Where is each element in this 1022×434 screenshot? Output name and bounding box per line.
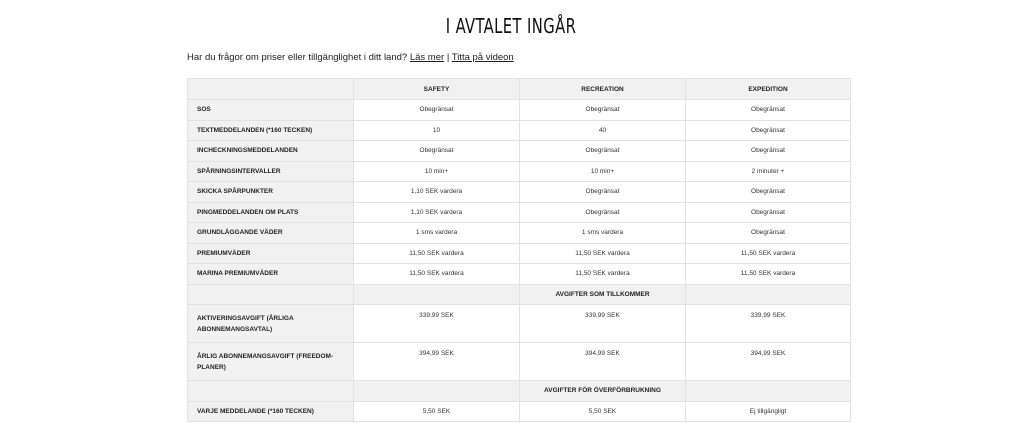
- table-row: [188, 161, 851, 182]
- read-more-link[interactable]: Läs mer: [409, 52, 445, 63]
- row-value: 11,50 SEK vardera: [520, 264, 686, 285]
- section-title: AVGIFTER FÖR ÖVERFÖRBRUKNING: [520, 381, 686, 402]
- section-overuse-row: [188, 381, 851, 402]
- row-value: 339,99 SEK: [520, 305, 686, 343]
- section-empty: [188, 284, 354, 305]
- section-empty: [354, 284, 520, 305]
- row-value: 40: [520, 120, 686, 141]
- row-value: 11,50 SEK vardera: [354, 243, 520, 264]
- row-value: Obegränsat: [686, 141, 851, 162]
- watch-video-link[interactable]: Titta på videon: [451, 52, 514, 63]
- row-label: PREMIUMVÄDER: [188, 243, 354, 264]
- row-value: 10 min+: [520, 161, 686, 182]
- row-label: SOS: [188, 100, 354, 121]
- row-label: VARJE MEDDELANDE (*160 TECKEN): [188, 401, 354, 422]
- row-value: 394,99 SEK: [686, 343, 851, 381]
- row-value: 5,50 SEK: [354, 401, 520, 422]
- section-title: AVGIFTER SOM TILLKOMMER: [520, 284, 686, 305]
- row-value: Obegränsat: [520, 202, 686, 223]
- row-value: Obegränsat: [686, 182, 851, 203]
- row-value: 11,50 SEK vardera: [520, 243, 686, 264]
- row-value: Obegränsat: [686, 223, 851, 244]
- table-row: [188, 264, 851, 285]
- row-label: INCHECKNINGSMEDDELANDEN: [188, 141, 354, 162]
- section-empty: [686, 284, 851, 305]
- row-value: Ej tillgängligt: [686, 401, 851, 422]
- row-label: SPÅRNINGSINTERVALLER: [188, 161, 354, 182]
- table-header-row: [188, 79, 851, 100]
- table-row: [188, 202, 851, 223]
- row-value: Obegränsat: [520, 182, 686, 203]
- row-value: Obegränsat: [686, 120, 851, 141]
- intro-text: Har du frågor om priser eller tillgänglighet i ditt land?: [187, 52, 408, 63]
- row-label: MARINA PREMIUMVÄDER: [188, 264, 354, 285]
- row-label: SKICKA SPÅRPUNKTER: [188, 182, 354, 203]
- table-row: [188, 182, 851, 203]
- table-row: [188, 141, 851, 162]
- row-value: 339,99 SEK: [354, 305, 520, 343]
- table-row: [188, 401, 851, 422]
- row-value: 11,50 SEK vardera: [686, 243, 851, 264]
- row-value: 1,10 SEK vardera: [354, 182, 520, 203]
- row-value: 10 min+: [354, 161, 520, 182]
- row-label: GRUNDLÄGGANDE VÄDER: [188, 223, 354, 244]
- section-empty: [686, 381, 851, 402]
- row-value: 11,50 SEK vardera: [354, 264, 520, 285]
- table-row: [188, 243, 851, 264]
- row-value: Obegränsat: [354, 100, 520, 121]
- section-empty: [188, 381, 354, 402]
- row-value: 394,99 SEK: [354, 343, 520, 381]
- table-row: [188, 120, 851, 141]
- row-value: 1 sms vardera: [354, 223, 520, 244]
- header-empty: [188, 79, 354, 100]
- table-row: [188, 223, 851, 244]
- link-separator: |: [446, 52, 450, 63]
- row-value: Obegränsat: [686, 100, 851, 121]
- header-expedition: EXPEDITION: [686, 79, 851, 100]
- row-value: 339,99 SEK: [686, 305, 851, 343]
- row-value: 2 minuter +: [686, 161, 851, 182]
- intro-paragraph: [187, 52, 514, 63]
- row-value: 5,50 SEK: [520, 401, 686, 422]
- row-label: PINGMEDDELANDEN OM PLATS: [188, 202, 354, 223]
- row-value: 10: [354, 120, 520, 141]
- table-row: [188, 343, 851, 381]
- table-row: [188, 100, 851, 121]
- row-value: Obegränsat: [520, 141, 686, 162]
- row-label: ÅRLIG ABONNEMANGSAVGIFT (FREEDOM-PLANER): [188, 343, 354, 381]
- page-title: I AVTALET INGÅR: [445, 14, 577, 38]
- row-value: 1,10 SEK vardera: [354, 202, 520, 223]
- row-value: Obegränsat: [354, 141, 520, 162]
- section-fees-row: [188, 284, 851, 305]
- row-label: AKTIVERINGSAVGIFT (ÅRLIGA ABONNEMANGSAVTAL): [188, 305, 354, 343]
- row-value: Obegränsat: [686, 202, 851, 223]
- header-recreation: RECREATION: [520, 79, 686, 100]
- table-row: [188, 305, 851, 343]
- row-value: 394,99 SEK: [520, 343, 686, 381]
- row-label: TEXTMEDDELANDEN (*160 TECKEN): [188, 120, 354, 141]
- row-value: Obegränsat: [520, 100, 686, 121]
- section-empty: [354, 381, 520, 402]
- row-value: 11,50 SEK vardera: [686, 264, 851, 285]
- header-safety: SAFETY: [354, 79, 520, 100]
- plan-comparison-table: [187, 78, 851, 422]
- row-value: 1 sms vardera: [520, 223, 686, 244]
